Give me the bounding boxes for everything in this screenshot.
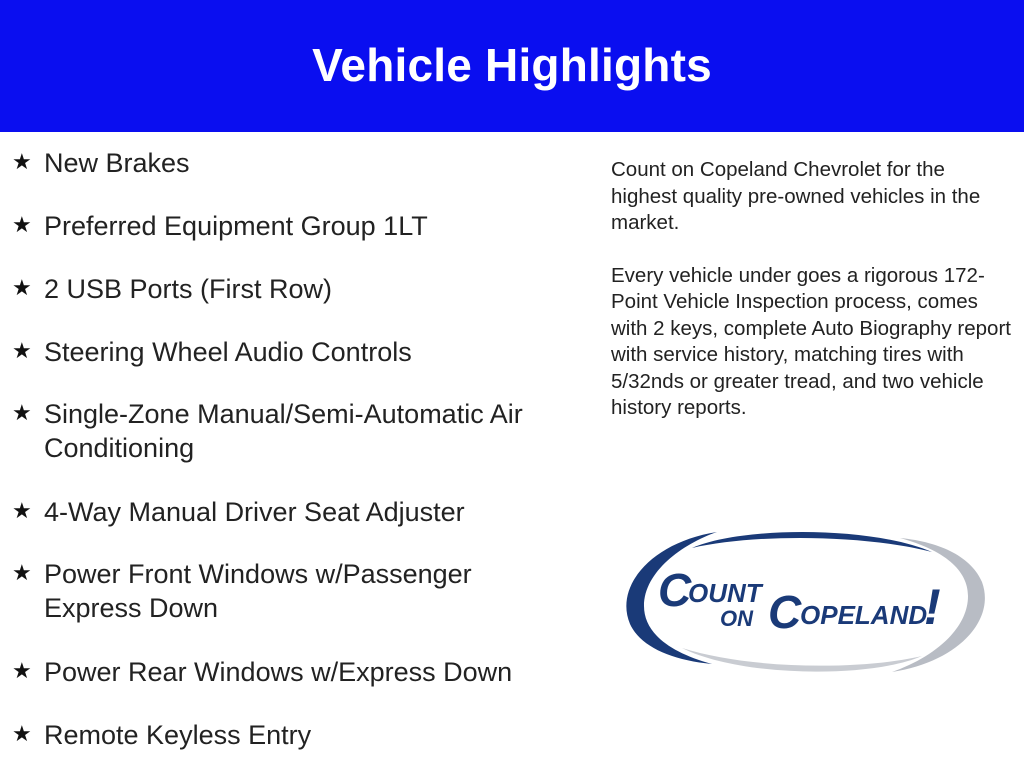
- logo-swoosh-dark-inner: [692, 532, 932, 552]
- feature-label: Steering Wheel Audio Controls: [44, 337, 412, 367]
- dealer-description: [611, 157, 1011, 448]
- star-bullet-icon: ★: [12, 150, 32, 175]
- feature-item: [12, 495, 574, 529]
- star-bullet-icon: ★: [12, 499, 32, 524]
- logo-letter-c: C: [658, 564, 692, 616]
- feature-item: [12, 209, 574, 243]
- page-title: Vehicle Highlights: [312, 39, 712, 91]
- feature-item: [12, 272, 574, 306]
- star-bullet-icon: ★: [12, 276, 32, 301]
- feature-label: Power Front Windows w/Passenger Express Down: [44, 559, 472, 623]
- star-bullet-icon: ★: [12, 339, 32, 364]
- feature-label: 2 USB Ports (First Row): [44, 274, 333, 304]
- feature-item: [12, 718, 574, 752]
- logo-letter-c2: C: [768, 586, 802, 638]
- description-paragraph: Count on Copeland Chevrolet for the highest quality pre-owned vehicles in the market.: [611, 158, 981, 234]
- logo-exclamation: !: [924, 579, 941, 635]
- feature-item: [12, 335, 574, 369]
- feature-item: [12, 397, 574, 465]
- feature-label: Single-Zone Manual/Semi-Automatic Air Conditioning: [44, 399, 523, 463]
- feature-label: Power Rear Windows w/Express Down: [44, 657, 513, 687]
- feature-label: Remote Keyless Entry: [44, 720, 312, 750]
- feature-label: New Brakes: [44, 148, 190, 178]
- logo-word-opeland: OPELAND: [800, 600, 928, 630]
- feature-item: [12, 146, 574, 180]
- description-paragraph: Every vehicle under goes a rigorous 172-Point Vehicle Inspection process, comes with 2 keys, complete Auto Biography report with service history, matching tires with 5/32nds or greater tread, and two vehicle history reports.: [611, 263, 1011, 419]
- star-bullet-icon: ★: [12, 213, 32, 238]
- count-on-copeland-logo: [622, 528, 992, 676]
- logo-swoosh-light-inner: [682, 648, 922, 672]
- star-bullet-icon: ★: [12, 561, 32, 586]
- feature-label: Preferred Equipment Group 1LT: [44, 211, 428, 241]
- star-bullet-icon: ★: [12, 401, 32, 426]
- feature-item: [12, 655, 574, 689]
- logo-word-on: ON: [720, 606, 753, 631]
- feature-label: 4-Way Manual Driver Seat Adjuster: [44, 497, 465, 527]
- star-bullet-icon: ★: [12, 659, 32, 684]
- star-bullet-icon: ★: [12, 722, 32, 747]
- logo-word-ount: OUNT: [688, 578, 762, 608]
- feature-item: [12, 557, 544, 625]
